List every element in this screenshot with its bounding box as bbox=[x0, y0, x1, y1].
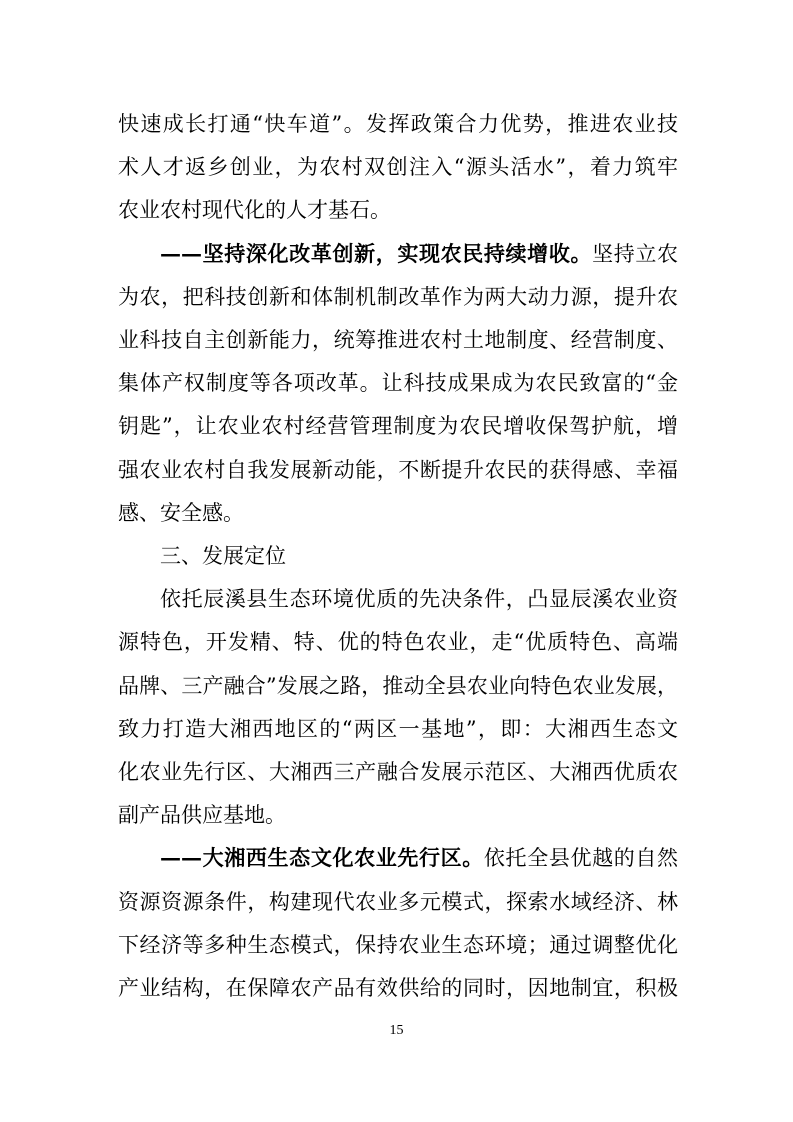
paragraph-lead-line bbox=[160, 234, 678, 274]
paragraph-bold-heading: ——坚持深化改革创新，实现农民持续增收。 bbox=[160, 241, 593, 266]
body-text-line: 副产品供应基地。 bbox=[118, 803, 286, 827]
body-text-line: 品牌、三产融合”发展之路，推动全县农业向特色农业发展， bbox=[118, 674, 678, 698]
body-text-line: 业科技自主创新能力，统筹推进农村土地制度、经营制度、 bbox=[118, 328, 678, 352]
paragraph-bold-heading: ——大湘西生态文化农业先行区。 bbox=[160, 845, 484, 870]
body-text-line: 致力打造大湘西地区的“两区一基地”，即：大湘西生态文 bbox=[118, 717, 678, 741]
body-text-line: 感、安全感。 bbox=[118, 501, 244, 525]
body-text-line: 集体产权制度等各项改革。让科技成果成为农民致富的“金 bbox=[118, 371, 678, 395]
body-text-line: 农业农村现代化的人才基石。 bbox=[118, 198, 391, 222]
page-number: 15 bbox=[389, 1023, 404, 1038]
body-text-line: 化农业先行区、大湘西三产融合发展示范区、大湘西优质农 bbox=[118, 760, 678, 784]
body-text-line: 为农，把科技创新和体制机制改革作为两大动力源，提升农 bbox=[118, 285, 678, 309]
paragraph-lead-line bbox=[160, 838, 678, 878]
body-text-line: 源特色，开发精、特、优的特色农业，走“优质特色、高端 bbox=[118, 630, 678, 654]
body-text-line: 依托辰溪县生态环境优质的先决条件，凸显辰溪农业资 bbox=[160, 587, 678, 611]
paragraph-lead-text: 坚持立农 bbox=[592, 242, 679, 266]
body-text-line: 产业结构，在保障农产品有效供给的同时，因地制宜，积极 bbox=[118, 976, 678, 1000]
body-text-line: 下经济等多种生态模式，保持农业生态环境；通过调整优化 bbox=[118, 933, 678, 957]
body-text-line: 术人才返乡创业，为农村双创注入“源头活水”，着力筑牢 bbox=[118, 155, 678, 179]
body-text-line: 快速成长打通“快车道”。发挥政策合力优势，推进农业技 bbox=[118, 112, 678, 136]
body-text-line: 钥匙”，让农业农村经营管理制度为农民增收保驾护航，增 bbox=[118, 414, 678, 438]
body-text-line: 资源资源条件，构建现代农业多元模式，探索水域经济、林 bbox=[118, 890, 678, 914]
body-text-line: 强农业农村自我发展新动能，不断提升农民的获得感、幸福 bbox=[118, 458, 678, 482]
section-heading: 三、发展定位 bbox=[160, 544, 286, 568]
paragraph-lead-text: 依托全县优越的自然 bbox=[483, 846, 679, 870]
